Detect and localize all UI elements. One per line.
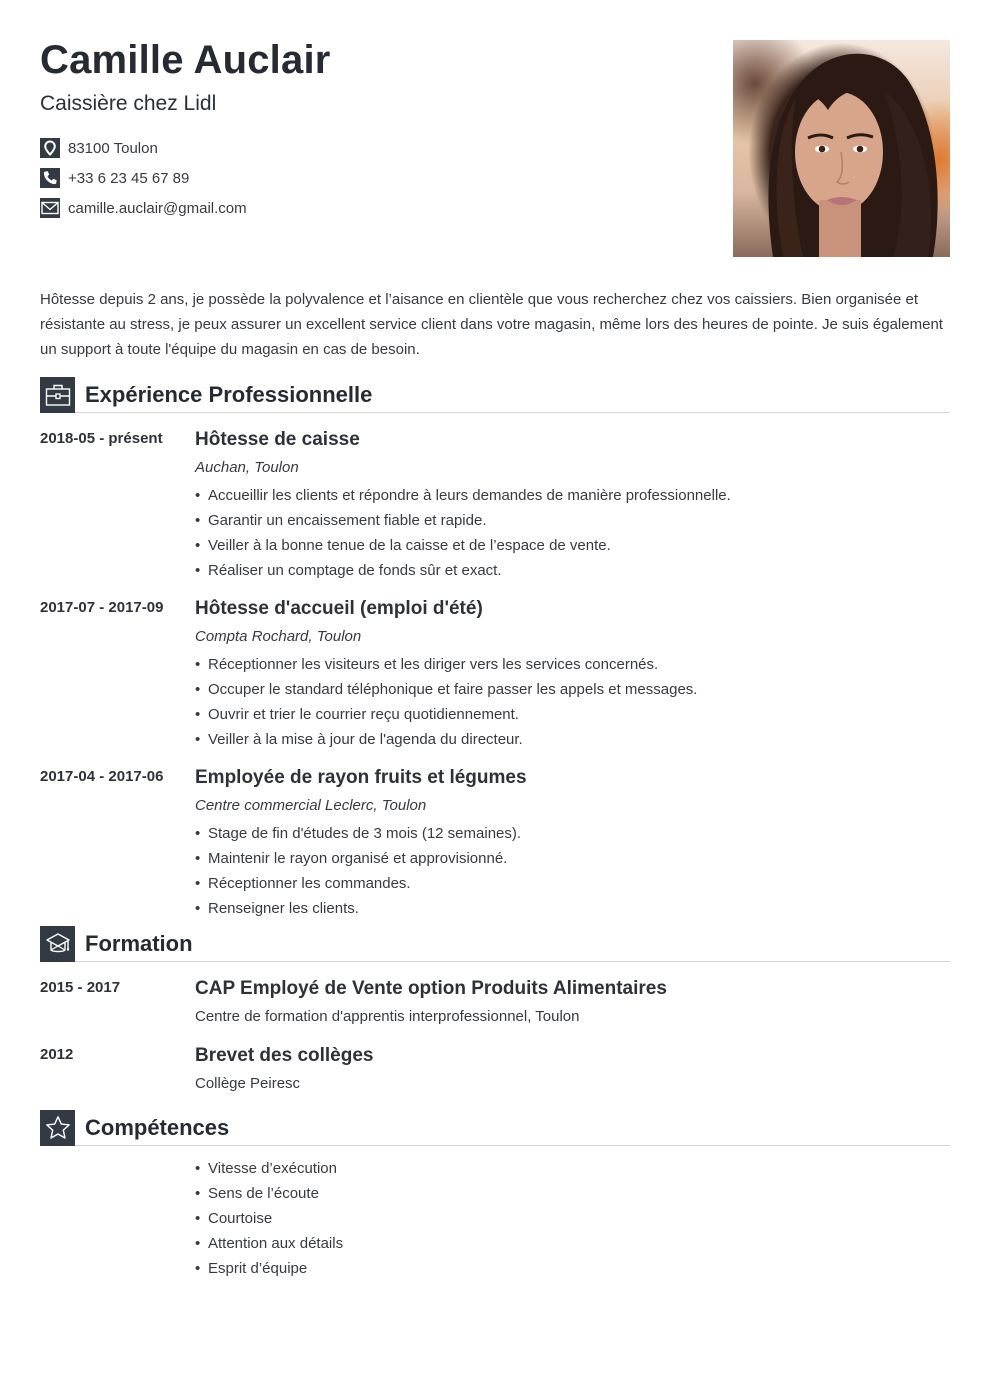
bullet-item: • Réaliser un comptage de fonds sûr et exact. — [195, 558, 950, 583]
profile-summary: Hôtesse depuis 2 ans, je possède la polyvalence et l’aisance en clientèle que vous recherchez chez vos caissiers. Bien organisée et résistante au stress, je peux assurer un excellent service client dans votre magasin, même lors des heures de pointe. Je suis également un support à toute l'équipe du magasin en cas de besoin. — [40, 291, 943, 358]
bullet-item: • Veiller à la bonne tenue de la caisse et de l’espace de vente. — [195, 533, 950, 558]
entry-date: 2017-04 - 2017-06 — [40, 768, 164, 785]
contact-email — [40, 198, 247, 218]
star-icon — [40, 1110, 75, 1146]
contact-location — [40, 138, 247, 158]
entry-company: Centre commercial Leclerc, Toulon — [195, 797, 427, 814]
entry-bullets — [195, 483, 950, 583]
section-header-skills — [40, 1110, 950, 1146]
section-header-experience — [40, 377, 950, 413]
skills-entry — [40, 1156, 950, 1281]
portrait-illustration — [733, 40, 950, 257]
bullet-item: • Garantir un encaissement fiable et rapide. — [195, 508, 950, 533]
resume-header — [40, 0, 950, 257]
education-entry — [40, 978, 950, 1027]
education-section — [40, 926, 950, 1094]
contact-email-link[interactable]: camille.auclair@gmail.com — [68, 199, 247, 217]
bullet-item: • Stage de fin d'études de 3 mois (12 semaines). — [195, 821, 950, 846]
entry-date: 2017-07 - 2017-09 — [40, 599, 164, 616]
experience-entry — [40, 767, 950, 921]
skills-section — [40, 1110, 950, 1281]
entry-school: Centre de formation d'apprentis interprofessionnel, Toulon — [195, 1008, 580, 1025]
bullet-item: • Renseigner les clients. — [195, 896, 950, 921]
skill-item: • Esprit d’équipe — [195, 1256, 950, 1281]
bullet-item: • Accueillir les clients et répondre à leurs demandes de manière professionnelle. — [195, 483, 950, 508]
experience-entry — [40, 429, 950, 583]
entry-title: Brevet des collèges — [195, 1045, 374, 1066]
entry-title: Hôtesse d'accueil (emploi d'été) — [195, 598, 483, 619]
entry-date: 2018-05 - présent — [40, 430, 163, 447]
job-title: Caissière chez Lidl — [40, 92, 217, 115]
phone-icon — [40, 168, 60, 188]
email-icon — [40, 198, 60, 218]
skill-item: • Vitesse d’exécution — [195, 1156, 950, 1181]
entry-title: Employée de rayon fruits et légumes — [195, 767, 527, 788]
bullet-item: • Ouvrir et trier le courrier reçu quotidiennement. — [195, 702, 950, 727]
bullet-item: • Réceptionner les commandes. — [195, 871, 950, 896]
bullet-item: • Veiller à la mise à jour de l'agenda du directeur. — [195, 727, 950, 752]
profile-photo — [733, 40, 950, 257]
experience-entry — [40, 598, 950, 752]
section-title-education: Formation — [85, 930, 193, 956]
skills-list — [195, 1156, 950, 1281]
bullet-item: • Occuper le standard téléphonique et faire passer les appels et messages. — [195, 677, 950, 702]
section-header-education — [40, 926, 950, 962]
graduation-cap-icon — [40, 926, 75, 962]
section-title-skills: Compétences — [85, 1114, 230, 1140]
contact-phone — [40, 168, 247, 188]
location-pin-icon — [40, 138, 60, 158]
entry-date: 2015 - 2017 — [40, 979, 121, 996]
skill-item: • Attention aux détails — [195, 1231, 950, 1256]
entry-bullets — [195, 821, 950, 921]
entry-school: Collège Peiresc — [195, 1075, 301, 1092]
skill-item: • Courtoise — [195, 1206, 950, 1231]
entry-bullets — [195, 652, 950, 752]
entry-company: Compta Rochard, Toulon — [195, 628, 362, 645]
section-title-experience: Expérience Professionnelle — [85, 381, 373, 407]
contact-list — [40, 138, 247, 228]
skill-item: • Sens de l’écoute — [195, 1181, 950, 1206]
entry-title: CAP Employé de Vente option Produits Alimentaires — [195, 978, 667, 999]
resume-page — [40, 0, 950, 1277]
experience-section — [40, 377, 950, 921]
education-entry — [40, 1045, 950, 1094]
bullet-item: • Réceptionner les visiteurs et les diriger vers les services concernés. — [195, 652, 950, 677]
candidate-name: Camille Auclair — [40, 38, 331, 82]
entry-title: Hôtesse de caisse — [195, 429, 360, 450]
bullet-item: • Maintenir le rayon organisé et approvisionné. — [195, 846, 950, 871]
briefcase-icon — [40, 377, 75, 413]
entry-company: Auchan, Toulon — [195, 459, 299, 476]
contact-location-text: 83100 Toulon — [68, 139, 158, 157]
entry-date: 2012 — [40, 1046, 74, 1063]
contact-phone-link[interactable]: +33 6 23 45 67 89 — [68, 169, 190, 187]
